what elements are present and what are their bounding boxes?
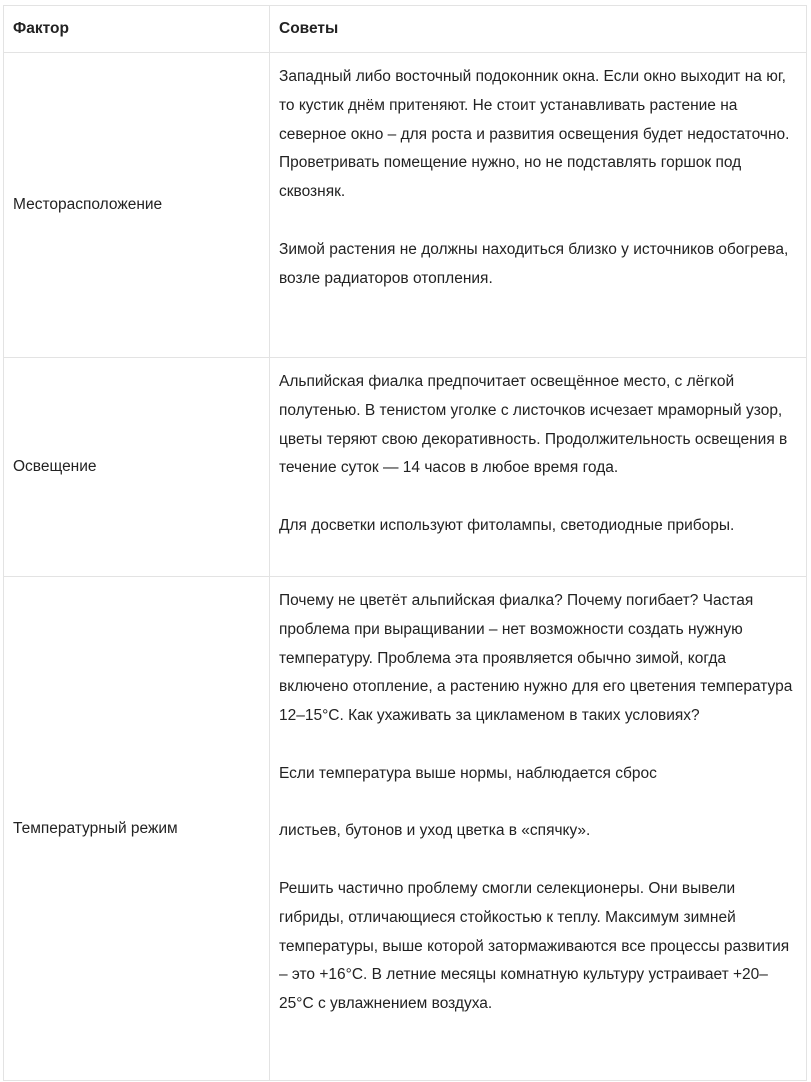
table-header-row [4,6,807,53]
tip-paragraph: Альпийская фиалка предпочитает освещённое место, с лёгкой полутенью. В тенистом уголке с листочков исчезает мраморный узор, цветы теряют свою декоративность. Продолжительность освещения в течение суток — 14 часов в любое время года. [279,373,788,477]
table-row [4,53,807,358]
factor-cell: Освещение [4,358,270,576]
tip-paragraph: Для досветки используют фитолампы, светодиодные приборы. [279,516,735,534]
table-row [4,577,807,1081]
factor-cell: Температурный режим [4,577,270,1080]
tips-cell [270,53,807,357]
tip-paragraph: Западный либо восточный подоконник окна. Если окно выходит на юг, то кустик днём притеняют. Не стоит устанавливать растение на северное окно – для роста и развития освещения будет недостаточно. [279,68,790,143]
tip-paragraph: Проветривать помещение нужно, но не подставлять горшок под сквозняк. [279,154,742,201]
header-factor: Фактор [4,6,270,52]
tip-paragraph: листьев, бутонов и уход цветка в «спячку». [279,822,591,840]
care-table [3,5,807,1081]
tip-paragraph: Если температура выше нормы, наблюдается сброс [279,764,657,782]
table-row [4,358,807,577]
tips-cell [270,577,807,1080]
tip-paragraph: Зимой растения не должны находиться близко у источников обогрева, возле радиаторов отопления. [279,240,789,287]
tips-cell [270,358,807,576]
tip-paragraph: Почему не цветёт альпийская фиалка? Почему погибает? Частая проблема при выращивании – нет возможности создать нужную температуру. Проблема эта проявляется обычно зимой, когда включено отопление, а растению нужно для его цветения температура 12–15°C. Как ухаживать за цикламеном в таких условиях? [279,592,793,725]
factor-cell: Месторасположение [4,53,270,357]
tip-paragraph: Решить частично проблему смогли селекционеры. Они вывели гибриды, отличающиеся стойкостью к теплу. Максимум зимней температуры, выше которой затормаживаются все процессы развития – это +16°C. В летние месяцы комнатную культуру устраивает +20–25°C с увлажнением воздуха. [279,879,790,1013]
header-tips: Советы [270,6,807,52]
